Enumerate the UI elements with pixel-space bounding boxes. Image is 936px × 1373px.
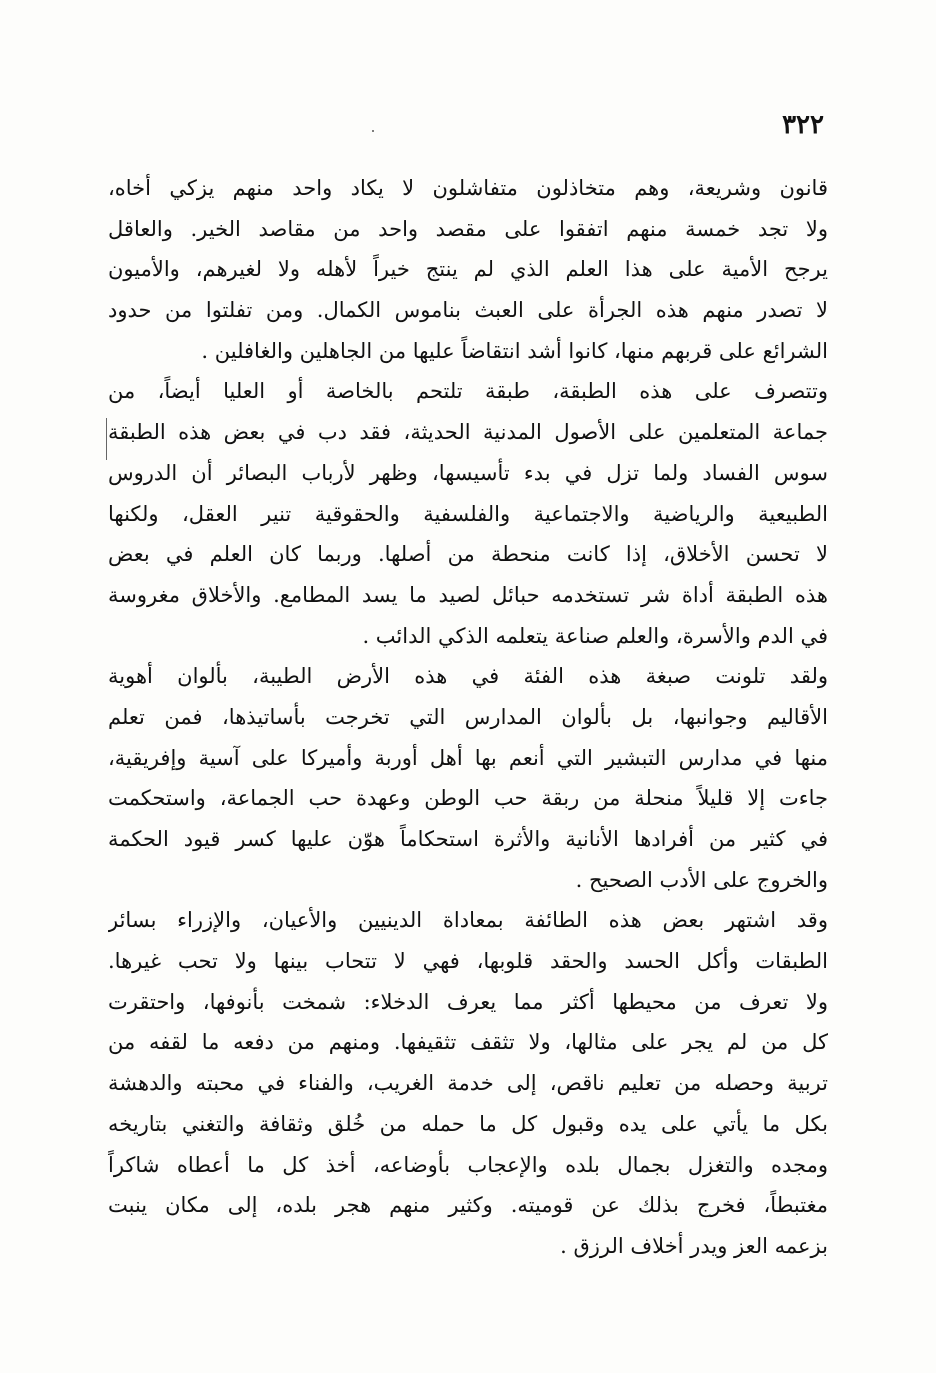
text-line: ولقد تلونت صبغة هذه الفئة في هذه الأرض الطيبة، بألوان أهوية (108, 664, 828, 689)
ink-dot (372, 130, 374, 132)
text-line: جاءت إلا قليلاً منحلة من ربقة حب الوطن وعهدة حب الجماعة، واستحكمت (108, 786, 828, 811)
text-line: في كثير من أفرادها الأنانية والأثرة استحكاماً هوّن عليها كسر قيود الحكمة (108, 827, 828, 851)
text-line: في الدم والأسرة، والعلم صناعة يتعلمه الذكي الدائب . (362, 623, 828, 648)
page-number: ٣٢٢ (782, 110, 824, 140)
text-line: هذه الطبقة أداة شر تستخدمه حبائل لصيد ما يسد المطامع. والأخلاق مغروسة (108, 582, 828, 607)
text-line: كل من لم يجر على مثالها، ولا تثقف تثقيفها. ومنهم من دفعه ما لقفه من (108, 1030, 828, 1055)
text-line: بزعمه العز ويدر أخلاف الرزق . (560, 1233, 828, 1258)
text-line: قانون وشريعة، وهم متخاذلون متفاشلون لا يكاد واحد منهم يزكي أخاه، (108, 176, 828, 200)
text-line: ولا تجد خمسة منهم اتفقوا على مقصد واحد من مقاصد الخير. والعاقل (108, 216, 828, 241)
text-line: مغتبطاً، فخرج بذلك عن قوميته. وكثير منهم هجر بلده، إلى مكان ينبت (108, 1193, 828, 1218)
text-line: الأقاليم وجوانبها، بل بألوان المدارس التي تخرجت بأساتيذها، فمن تعلم (108, 704, 828, 729)
text-line: ولا تعرف من محيطها أكثر مما يعرف الدخلاء: شمخت بأنوفها، واحتقرت (108, 989, 828, 1014)
text-line: الطبيعية والرياضية والاجتماعية والفلسفية والحقوقية تنير العقل، ولكنها (108, 501, 828, 526)
text-line: لا تصدر منهم هذه الجرأة على العبث بناموس الكمال. ومن تفلتوا من حدود (108, 298, 828, 323)
text-line: تربية وحصله من تعليم ناقص، إلى خدمة الغريب، والفناء في محبته والدهشة (108, 1071, 828, 1096)
text-line: جماعة المتعلمين على الأصول المدنية الحديثة، فقد دب في بعض هذه الطبقة (108, 420, 828, 445)
text-line: وقد اشتهر بعض هذه الطائفة بمعاداة الدينيين والأعيان، والإزراء بسائر (108, 908, 828, 933)
text-line: والخروج على الأدب الصحيح . (575, 867, 828, 892)
text-line: الطبقات وأكل الحسد والحقد قلوبها، فهي لا تتحاب بينها ولا تحب غيرها. (108, 949, 828, 974)
margin-line-mark (106, 418, 107, 460)
text-line: بكل ما يأتي على يده وقبول كل ما حمله من خُلق وثقافة والتغني بتاريخه (108, 1111, 828, 1136)
text-line: الشرائع على قربهم منها، كانوا أشد انتقاضاً عليها من الجاهلين والغافلين . (201, 338, 828, 363)
text-line: يرجح الأمية على هذا العلم الذي لم ينتج خيراً لأهله ولا لغيرهم، والأميون (108, 257, 828, 282)
text-line: ومجده والتغزل بجمال بلده والإعجاب بأوضاعه، أخذ كل ما أعطاه شاكراً (108, 1152, 828, 1177)
body-text (108, 168, 828, 1267)
text-line: سوس الفساد ولما تزل في بدء تأسيسها، وظهر لأرباب البصائر أن الدروس (108, 460, 828, 485)
text-line: منها في مدارس التبشير التي أنعم بها أهل أوربة وأميركا على آسية وإفريقية، (108, 745, 828, 770)
text-line: وتتصرف على هذه الطبقة، طبقة تلتحم بالخاصة أو العليا أيضاً، من (108, 379, 828, 404)
text-line: لا تحسن الأخلاق، إذا كانت منحطة من أصلها. وربما كان العلم في بعض (108, 542, 828, 567)
